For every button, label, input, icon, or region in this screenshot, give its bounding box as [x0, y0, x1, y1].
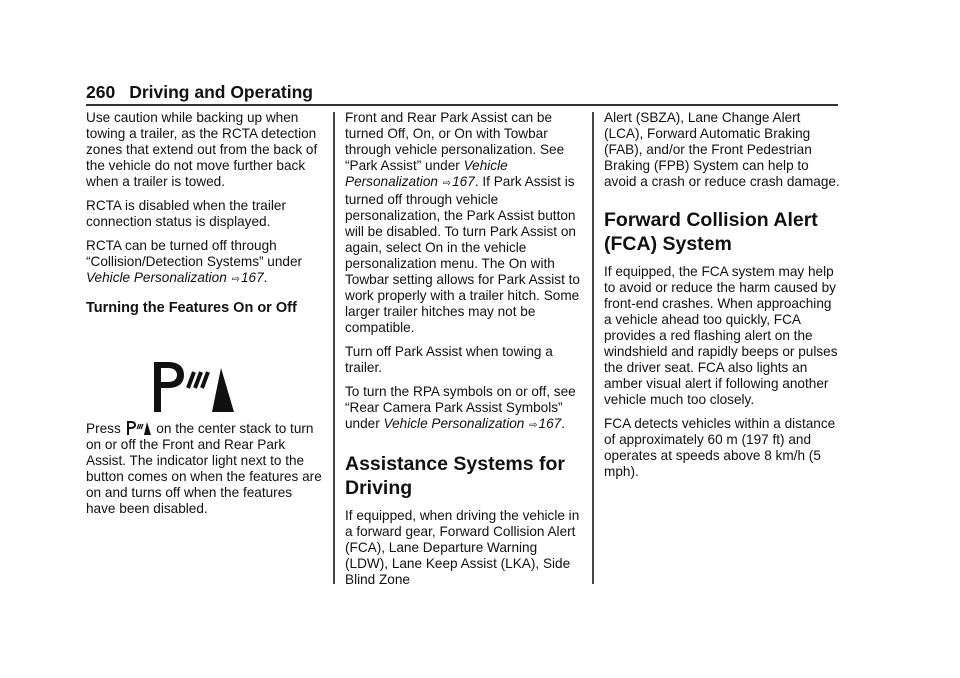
xref-arrow-icon: ⇨	[231, 274, 240, 285]
section-heading: Assistance Systems for Driving	[345, 453, 566, 499]
column-divider	[592, 112, 594, 584]
column-2	[345, 110, 583, 596]
header-rule	[86, 104, 838, 106]
section-heading: Forward Collision Alert (FCA) System	[604, 209, 818, 255]
paragraph: If equipped, when driving the vehicle in a forward gear, Forward Collision Alert (FCA), Lane Departure Warning (LDW), Lane Keep Assist (LKA), Side Blind Zone	[345, 508, 580, 587]
paragraph: RCTA is disabled when the trailer connection status is displayed.	[86, 198, 286, 229]
page-number: 260	[86, 82, 116, 102]
paragraph: Alert (SBZA), Lane Change Alert (LCA), Forward Automatic Braking (FAB), and/or the Front Pedestrian Braking (FPB) System can help to avoid a crash or reduce crash damage.	[604, 110, 840, 189]
page-ref[interactable]: 167	[240, 270, 264, 285]
paragraph: Turn off Park Assist when towing a trailer.	[345, 344, 553, 375]
paragraph: Press on the center stack to turn on or off the Front and Rear Park Assist. The indicator light next to the button comes on when the features are on and turns off when the features have been disabled.	[86, 421, 322, 516]
xref-link[interactable]: Vehicle Personalization	[383, 416, 525, 431]
page-ref[interactable]: 167	[452, 174, 475, 189]
park-assist-icon	[150, 358, 240, 414]
column-1	[86, 110, 324, 525]
paragraph: To turn the RPA symbols on or off, see “Rear Camera Park Assist Symbols” under Vehicle Personalization ⇨167.	[345, 384, 576, 431]
xref-link[interactable]: Vehicle Personalization	[86, 270, 227, 285]
xref-link[interactable]: Vehicle Personalization	[345, 158, 508, 189]
column-divider	[333, 112, 335, 584]
xref-arrow-icon: ⇨	[529, 420, 538, 431]
paragraph: Front and Rear Park Assist can be turned Off, On, or On with Towbar through vehicle personalization. See “Park Assist” under Vehicle Personalization ⇨167. If Park Assist is turned off through vehicle personalization, the Park Assist button will be disabled. To turn Park Assist on again, select On in the vehicle personalization menu. The On with Towbar setting allows for Park Assist to work properly with a trailer hitch. Some larger trailer hitches may not be compatible.	[345, 110, 580, 335]
column-3	[604, 110, 842, 488]
page-ref[interactable]: 167	[538, 416, 562, 431]
paragraph: FCA detects vehicles within a distance of approximately 60 m (197 ft) and operates at speeds above 8 km/h (5 mph).	[604, 416, 836, 479]
park-assist-figure	[86, 316, 324, 420]
park-assist-icon	[126, 420, 152, 436]
section-title: Driving and Operating	[129, 82, 313, 102]
paragraph: RCTA can be turned off through “Collision/Detection Systems” under Vehicle Personalization ⇨167.	[86, 238, 303, 285]
xref-arrow-icon: ⇨	[442, 178, 452, 189]
paragraph: If equipped, the FCA system may help to avoid or reduce the harm caused by front-end crashes. When approaching a vehicle ahead too quickly, FCA provides a red flashing alert on the windshield and rapidly beeps or pulses the driver seat. FCA also lights an amber visual alert if following another vehicle much too closely.	[604, 264, 838, 407]
paragraph: Use caution while backing up when towing a trailer, as the RCTA detection zones that extend out from the back of the vehicle do not move further back when a trailer is towed.	[86, 110, 318, 189]
page-header	[86, 82, 838, 103]
subsection-heading: Turning the Features On or Off	[86, 300, 297, 316]
